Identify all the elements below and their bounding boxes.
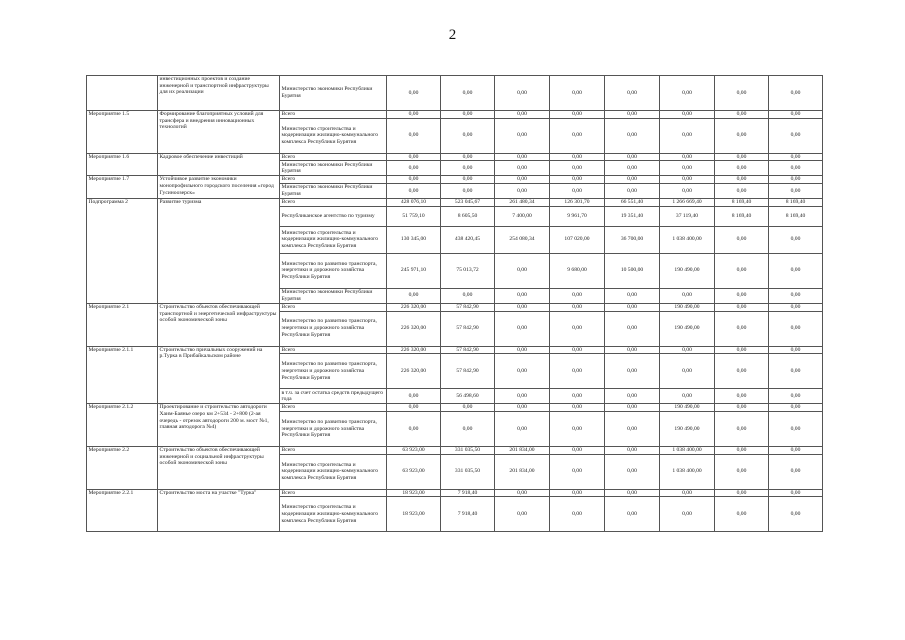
amount-cell: 0,00 bbox=[495, 184, 550, 199]
amount-cell: 0,00 bbox=[715, 288, 769, 303]
amount-cell: 0,00 bbox=[660, 153, 715, 161]
amount-cell: 0,00 bbox=[605, 497, 660, 532]
amount-cell: 226 320,00 bbox=[387, 311, 441, 346]
table-row bbox=[87, 153, 823, 161]
amount-cell: 8 169,40 bbox=[769, 199, 823, 207]
amount-cell: 201 834,00 bbox=[495, 446, 550, 454]
amount-cell: 190 490,00 bbox=[660, 303, 715, 311]
amount-cell: 190 490,00 bbox=[660, 253, 715, 288]
amount-cell: 0,00 bbox=[550, 411, 605, 446]
amount-cell: 0,00 bbox=[769, 489, 823, 497]
amount-cell: 0,00 bbox=[387, 288, 441, 303]
amount-cell: 0,00 bbox=[441, 76, 495, 111]
amount-cell: 18 923,00 bbox=[387, 497, 441, 532]
amount-cell: 0,00 bbox=[387, 389, 441, 404]
amount-cell: 1 266 669,40 bbox=[660, 199, 715, 207]
amount-cell: 0,00 bbox=[495, 161, 550, 176]
amount-cell: 0,00 bbox=[660, 497, 715, 532]
measure-code: Мероприятие 1.7 bbox=[87, 176, 158, 199]
amount-cell: 0,00 bbox=[387, 176, 441, 184]
amount-cell: 190 490,00 bbox=[660, 311, 715, 346]
amount-cell: 0,00 bbox=[715, 354, 769, 389]
amount-cell: 57 842,90 bbox=[441, 303, 495, 311]
amount-cell: 0,00 bbox=[387, 184, 441, 199]
measure-code: Мероприятие 1.5 bbox=[87, 111, 158, 154]
funding-source: Министерство строительства и модернизации жилищно-коммунального комплекса Республики Бурятия bbox=[280, 226, 387, 253]
amount-cell: 51 759,10 bbox=[387, 206, 441, 226]
amount-cell: 428 076,10 bbox=[387, 199, 441, 207]
amount-cell: 0,00 bbox=[715, 184, 769, 199]
amount-cell: 57 842,90 bbox=[441, 311, 495, 346]
amount-cell: 1 038 400,00 bbox=[660, 454, 715, 489]
table-row bbox=[87, 489, 823, 497]
amount-cell: 0,00 bbox=[769, 389, 823, 404]
amount-cell: 0,00 bbox=[550, 161, 605, 176]
amount-cell: 0,00 bbox=[550, 76, 605, 111]
amount-cell: 0,00 bbox=[715, 454, 769, 489]
amount-cell: 0,00 bbox=[441, 184, 495, 199]
amount-cell: 0,00 bbox=[495, 288, 550, 303]
amount-cell: 0,00 bbox=[660, 118, 715, 153]
amount-cell: 0,00 bbox=[660, 76, 715, 111]
measure-title: Устойчивое развитие экономики монопрофильного городского поселения «город Гусиноозерск» bbox=[158, 176, 280, 199]
funding-source: Министерство экономики Республики Бурятия bbox=[280, 288, 387, 303]
amount-cell: 0,00 bbox=[495, 354, 550, 389]
amount-cell: 0,00 bbox=[769, 497, 823, 532]
amount-cell: 0,00 bbox=[660, 184, 715, 199]
amount-cell: 0,00 bbox=[441, 161, 495, 176]
amount-cell: 0,00 bbox=[550, 118, 605, 153]
table-row bbox=[87, 176, 823, 184]
amount-cell: 0,00 bbox=[605, 446, 660, 454]
amount-cell: 0,00 bbox=[605, 454, 660, 489]
funding-source: Всего bbox=[280, 446, 387, 454]
amount-cell: 0,00 bbox=[769, 176, 823, 184]
amount-cell: 18 923,00 bbox=[387, 489, 441, 497]
amount-cell: 0,00 bbox=[495, 118, 550, 153]
amount-cell: 0,00 bbox=[715, 346, 769, 354]
amount-cell: 0,00 bbox=[550, 446, 605, 454]
amount-cell: 0,00 bbox=[769, 311, 823, 346]
amount-cell: 19 351,40 bbox=[605, 206, 660, 226]
amount-cell: 0,00 bbox=[550, 111, 605, 119]
measure-title: Развитие туризма bbox=[158, 199, 280, 304]
measure-title: Строительство объектов обеспечивающей транспортной и энергетической инфраструктуры особой экономической зоны bbox=[158, 303, 280, 346]
amount-cell: 0,00 bbox=[660, 176, 715, 184]
table-row bbox=[87, 446, 823, 454]
funding-source: Министерство по развитию транспорта, энергетики и дорожного хозяйства Республики Бурятия bbox=[280, 311, 387, 346]
amount-cell: 8 169,40 bbox=[715, 199, 769, 207]
amount-cell: 8 169,40 bbox=[769, 206, 823, 226]
measure-code: Мероприятие 2.2 bbox=[87, 446, 158, 489]
measure-title: Проектирование и строительство автодороги Хаим-Баянье озеро км 2+534 - 2+800 (2-ая очередь - отрезок автодороги 200 м. мост №1, главная автодорога №4) bbox=[158, 404, 280, 447]
amount-cell: 0,00 bbox=[715, 111, 769, 119]
table-row bbox=[87, 111, 823, 119]
funding-source: Министерство по развитию транспорта, энергетики и дорожного хозяйства Республики Бурятия bbox=[280, 411, 387, 446]
amount-cell: 57 842,90 bbox=[441, 346, 495, 354]
amount-cell: 0,00 bbox=[715, 311, 769, 346]
amount-cell: 0,00 bbox=[550, 489, 605, 497]
amount-cell: 0,00 bbox=[495, 253, 550, 288]
amount-cell: 0,00 bbox=[387, 76, 441, 111]
amount-cell: 0,00 bbox=[495, 404, 550, 412]
amount-cell: 0,00 bbox=[769, 161, 823, 176]
measure-code: Подпрограмма 2 bbox=[87, 199, 158, 304]
measure-title: Строительство объектов обеспечивающей инженерной и социальной инфраструктуры особой экономической зоны bbox=[158, 446, 280, 489]
amount-cell: 0,00 bbox=[605, 354, 660, 389]
amount-cell: 107 020,00 bbox=[550, 226, 605, 253]
amount-cell: 0,00 bbox=[660, 161, 715, 176]
amount-cell: 0,00 bbox=[441, 118, 495, 153]
amount-cell: 130 345,00 bbox=[387, 226, 441, 253]
amount-cell: 0,00 bbox=[605, 184, 660, 199]
amount-cell: 0,00 bbox=[550, 354, 605, 389]
amount-cell: 0,00 bbox=[715, 118, 769, 153]
table-row bbox=[87, 303, 823, 311]
funding-source: в т.ч. за счет остатка средств предыдущего года bbox=[280, 389, 387, 404]
amount-cell: 126 301,70 bbox=[550, 199, 605, 207]
amount-cell: 0,00 bbox=[769, 111, 823, 119]
amount-cell: 0,00 bbox=[387, 161, 441, 176]
amount-cell: 0,00 bbox=[715, 446, 769, 454]
amount-cell: 0,00 bbox=[715, 303, 769, 311]
amount-cell: 0,00 bbox=[605, 176, 660, 184]
amount-cell: 261 480,34 bbox=[495, 199, 550, 207]
amount-cell: 0,00 bbox=[769, 153, 823, 161]
amount-cell: 0,00 bbox=[715, 489, 769, 497]
amount-cell: 0,00 bbox=[495, 111, 550, 119]
funding-source: Министерство экономики Республики Бурятия bbox=[280, 161, 387, 176]
amount-cell: 0,00 bbox=[387, 111, 441, 119]
amount-cell: 0,00 bbox=[495, 76, 550, 111]
funding-source: Министерство экономики Республики Бурятия bbox=[280, 76, 387, 111]
amount-cell: 0,00 bbox=[605, 153, 660, 161]
amount-cell: 7 400,00 bbox=[495, 206, 550, 226]
funding-source: Всего bbox=[280, 346, 387, 354]
amount-cell: 0,00 bbox=[715, 404, 769, 412]
measure-code: Мероприятие 2.1.2 bbox=[87, 404, 158, 447]
amount-cell: 0,00 bbox=[769, 446, 823, 454]
amount-cell: 0,00 bbox=[769, 253, 823, 288]
amount-cell: 0,00 bbox=[550, 404, 605, 412]
funding-source: Всего bbox=[280, 489, 387, 497]
amount-cell: 56 498,60 bbox=[441, 389, 495, 404]
amount-cell: 0,00 bbox=[441, 404, 495, 412]
amount-cell: 0,00 bbox=[715, 153, 769, 161]
amount-cell: 0,00 bbox=[495, 346, 550, 354]
amount-cell: 0,00 bbox=[441, 111, 495, 119]
funding-source: Всего bbox=[280, 176, 387, 184]
amount-cell: 0,00 bbox=[605, 404, 660, 412]
amount-cell: 0,00 bbox=[550, 346, 605, 354]
amount-cell: 0,00 bbox=[660, 111, 715, 119]
measure-code: Мероприятие 2.1.1 bbox=[87, 346, 158, 404]
amount-cell: 0,00 bbox=[660, 346, 715, 354]
table-row bbox=[87, 199, 823, 207]
funding-source: Республиканское агентство по туризму bbox=[280, 206, 387, 226]
measure-title: Строительство причальных сооружений на р.Турка в Прибайкальском районе bbox=[158, 346, 280, 404]
amount-cell: 0,00 bbox=[715, 226, 769, 253]
amount-cell: 0,00 bbox=[769, 404, 823, 412]
amount-cell: 0,00 bbox=[660, 389, 715, 404]
amount-cell: 0,00 bbox=[660, 288, 715, 303]
measure-code bbox=[87, 76, 158, 111]
amount-cell: 226 320,00 bbox=[387, 354, 441, 389]
measure-title: инвестиционных проектов и создание инженерной и транспортной инфраструктуры для их реализации bbox=[158, 76, 280, 111]
amount-cell: 0,00 bbox=[495, 311, 550, 346]
amount-cell: 0,00 bbox=[605, 411, 660, 446]
funding-source: Министерство строительства и модернизации жилищно-коммунального комплекса Республики Бурятия bbox=[280, 454, 387, 489]
amount-cell: 0,00 bbox=[605, 346, 660, 354]
funding-source: Всего bbox=[280, 153, 387, 161]
amount-cell: 201 834,00 bbox=[495, 454, 550, 489]
amount-cell: 0,00 bbox=[605, 303, 660, 311]
amount-cell: 0,00 bbox=[550, 288, 605, 303]
amount-cell: 438 420,45 bbox=[441, 226, 495, 253]
amount-cell: 0,00 bbox=[769, 288, 823, 303]
amount-cell: 0,00 bbox=[605, 118, 660, 153]
amount-cell: 0,00 bbox=[387, 404, 441, 412]
amount-cell: 0,00 bbox=[495, 176, 550, 184]
amount-cell: 226 320,00 bbox=[387, 346, 441, 354]
amount-cell: 0,00 bbox=[550, 184, 605, 199]
amount-cell: 0,00 bbox=[495, 411, 550, 446]
amount-cell: 0,00 bbox=[550, 311, 605, 346]
amount-cell: 0,00 bbox=[605, 288, 660, 303]
amount-cell: 0,00 bbox=[769, 76, 823, 111]
amount-cell: 0,00 bbox=[769, 226, 823, 253]
amount-cell: 9 680,00 bbox=[550, 253, 605, 288]
amount-cell: 0,00 bbox=[441, 411, 495, 446]
amount-cell: 7 918,40 bbox=[441, 497, 495, 532]
amount-cell: 0,00 bbox=[715, 176, 769, 184]
amount-cell: 0,00 bbox=[769, 354, 823, 389]
measure-title: Кадровое обеспечение инвестиций bbox=[158, 153, 280, 176]
amount-cell: 0,00 bbox=[441, 153, 495, 161]
amount-cell: 0,00 bbox=[550, 153, 605, 161]
amount-cell: 63 923,00 bbox=[387, 446, 441, 454]
amount-cell: 0,00 bbox=[769, 118, 823, 153]
funding-source: Всего bbox=[280, 199, 387, 207]
amount-cell: 0,00 bbox=[495, 153, 550, 161]
amount-cell: 190 490,00 bbox=[660, 411, 715, 446]
amount-cell: 0,00 bbox=[769, 184, 823, 199]
funding-source: Министерство строительства и модернизации жилищно-коммунального комплекса Республики Бурятия bbox=[280, 118, 387, 153]
amount-cell: 254 080,34 bbox=[495, 226, 550, 253]
measure-code: Мероприятие 2.2.1 bbox=[87, 489, 158, 532]
amount-cell: 0,00 bbox=[387, 118, 441, 153]
amount-cell: 63 923,00 bbox=[387, 454, 441, 489]
amount-cell: 0,00 bbox=[715, 161, 769, 176]
funding-source: Всего bbox=[280, 404, 387, 412]
amount-cell: 0,00 bbox=[605, 161, 660, 176]
amount-cell: 331 035,50 bbox=[441, 454, 495, 489]
amount-cell: 523 045,67 bbox=[441, 199, 495, 207]
amount-cell: 0,00 bbox=[715, 76, 769, 111]
amount-cell: 0,00 bbox=[550, 176, 605, 184]
amount-cell: 0,00 bbox=[495, 497, 550, 532]
amount-cell: 0,00 bbox=[715, 411, 769, 446]
measure-code: Мероприятие 2.1 bbox=[87, 303, 158, 346]
table-row bbox=[87, 346, 823, 354]
measure-title: Формирование благоприятных условий для трансфера и внедрения инновационных технологий bbox=[158, 111, 280, 154]
amount-cell: 0,00 bbox=[550, 497, 605, 532]
amount-cell: 0,00 bbox=[441, 176, 495, 184]
amount-cell: 75 013,72 bbox=[441, 253, 495, 288]
amount-cell: 37 119,40 bbox=[660, 206, 715, 226]
amount-cell: 0,00 bbox=[387, 411, 441, 446]
funding-source: Министерство экономики Республики Бурятия bbox=[280, 184, 387, 199]
amount-cell: 0,00 bbox=[715, 497, 769, 532]
amount-cell: 0,00 bbox=[495, 389, 550, 404]
amount-cell: 10 500,00 bbox=[605, 253, 660, 288]
amount-cell: 0,00 bbox=[769, 346, 823, 354]
amount-cell: 245 971,10 bbox=[387, 253, 441, 288]
funding-source: Всего bbox=[280, 111, 387, 119]
measure-code: Мероприятие 1.6 bbox=[87, 153, 158, 176]
amount-cell: 0,00 bbox=[660, 354, 715, 389]
amount-cell: 226 320,00 bbox=[387, 303, 441, 311]
amount-cell: 0,00 bbox=[605, 76, 660, 111]
amount-cell: 8 605,50 bbox=[441, 206, 495, 226]
amount-cell: 0,00 bbox=[550, 389, 605, 404]
funding-source: Министерство по развитию транспорта, энергетики и дорожного хозяйства Республики Бурятия bbox=[280, 253, 387, 288]
funding-source: Министерство строительства и модернизации жилищно-коммунального комплекса Республики Бурятия bbox=[280, 497, 387, 532]
amount-cell: 57 842,90 bbox=[441, 354, 495, 389]
amount-cell: 0,00 bbox=[387, 153, 441, 161]
amount-cell: 9 961,70 bbox=[550, 206, 605, 226]
amount-cell: 1 038 400,00 bbox=[660, 226, 715, 253]
amount-cell: 0,00 bbox=[605, 111, 660, 119]
amount-cell: 0,00 bbox=[441, 288, 495, 303]
amount-cell: 36 700,00 bbox=[605, 226, 660, 253]
amount-cell: 0,00 bbox=[605, 389, 660, 404]
amount-cell: 0,00 bbox=[550, 454, 605, 489]
amount-cell: 0,00 bbox=[769, 411, 823, 446]
funding-source: Всего bbox=[280, 303, 387, 311]
amount-cell: 1 038 400,00 bbox=[660, 446, 715, 454]
table-row bbox=[87, 76, 823, 111]
amount-cell: 0,00 bbox=[605, 489, 660, 497]
amount-cell: 0,00 bbox=[715, 389, 769, 404]
amount-cell: 190 490,00 bbox=[660, 404, 715, 412]
amount-cell: 0,00 bbox=[605, 311, 660, 346]
page-number: 2 bbox=[448, 27, 457, 43]
amount-cell: 0,00 bbox=[495, 303, 550, 311]
amount-cell: 0,00 bbox=[660, 489, 715, 497]
table-row bbox=[87, 404, 823, 412]
funding-source: Министерство по развитию транспорта, энергетики и дорожного хозяйства Республики Бурятия bbox=[280, 354, 387, 389]
amount-cell: 0,00 bbox=[769, 454, 823, 489]
table-body bbox=[87, 76, 823, 532]
amount-cell: 7 918,40 bbox=[441, 489, 495, 497]
amount-cell: 0,00 bbox=[550, 303, 605, 311]
amount-cell: 66 551,40 bbox=[605, 199, 660, 207]
amount-cell: 331 035,50 bbox=[441, 446, 495, 454]
amount-cell: 8 169,40 bbox=[715, 206, 769, 226]
amount-cell: 0,00 bbox=[769, 303, 823, 311]
amount-cell: 0,00 bbox=[495, 489, 550, 497]
budget-table bbox=[86, 75, 823, 532]
amount-cell: 0,00 bbox=[715, 253, 769, 288]
measure-title: Строительство моста на участке "Турка" bbox=[158, 489, 280, 532]
